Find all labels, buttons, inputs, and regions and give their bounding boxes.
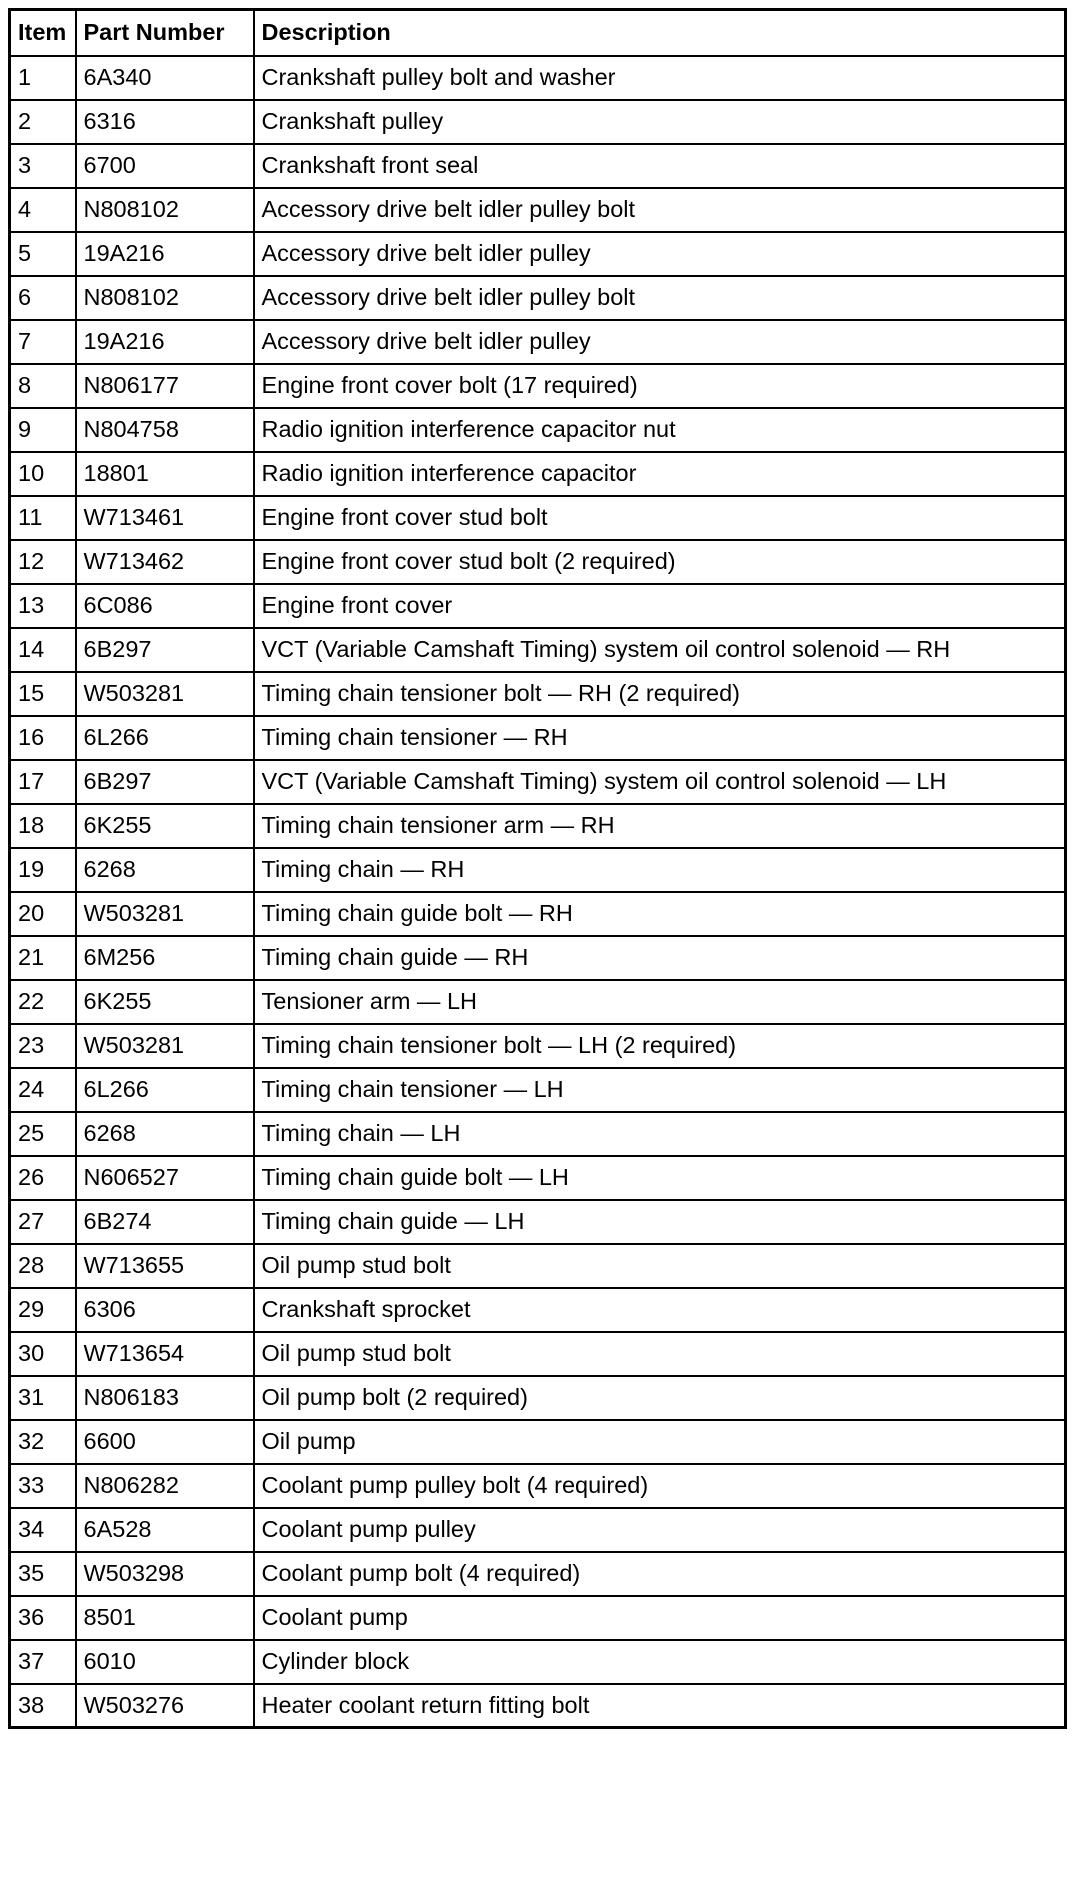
description-cell: Crankshaft pulley — [254, 100, 1066, 144]
item-cell: 13 — [10, 584, 76, 628]
item-cell: 19 — [10, 848, 76, 892]
description-cell: Cylinder block — [254, 1640, 1066, 1684]
description-cell: Timing chain guide — LH — [254, 1200, 1066, 1244]
item-cell: 24 — [10, 1068, 76, 1112]
part-number-cell: W503298 — [76, 1552, 254, 1596]
table-row — [10, 1112, 1066, 1156]
item-cell: 38 — [10, 1684, 76, 1728]
table-row — [10, 1376, 1066, 1420]
table-row — [10, 1288, 1066, 1332]
part-number-cell: W503281 — [76, 892, 254, 936]
table-row — [10, 452, 1066, 496]
table-row — [10, 144, 1066, 188]
header-description: Description — [254, 10, 1066, 56]
item-cell: 18 — [10, 804, 76, 848]
description-cell: Timing chain tensioner — RH — [254, 716, 1066, 760]
parts-table — [8, 8, 1067, 1729]
part-number-cell: 6306 — [76, 1288, 254, 1332]
item-cell: 14 — [10, 628, 76, 672]
part-number-cell: 6K255 — [76, 804, 254, 848]
part-number-cell: 6C086 — [76, 584, 254, 628]
item-cell: 5 — [10, 232, 76, 276]
item-cell: 6 — [10, 276, 76, 320]
table-row — [10, 540, 1066, 584]
table-row — [10, 1640, 1066, 1684]
part-number-cell: N806177 — [76, 364, 254, 408]
table-row — [10, 1332, 1066, 1376]
table-row — [10, 496, 1066, 540]
item-cell: 7 — [10, 320, 76, 364]
item-cell: 22 — [10, 980, 76, 1024]
table-row — [10, 584, 1066, 628]
part-number-cell: W503281 — [76, 672, 254, 716]
description-cell: Timing chain tensioner arm — RH — [254, 804, 1066, 848]
part-number-cell: W713655 — [76, 1244, 254, 1288]
description-cell: Timing chain — LH — [254, 1112, 1066, 1156]
item-cell: 26 — [10, 1156, 76, 1200]
description-cell: Oil pump stud bolt — [254, 1244, 1066, 1288]
description-cell: Timing chain — RH — [254, 848, 1066, 892]
item-cell: 9 — [10, 408, 76, 452]
part-number-cell: W713461 — [76, 496, 254, 540]
description-cell: Timing chain tensioner — LH — [254, 1068, 1066, 1112]
item-cell: 21 — [10, 936, 76, 980]
table-row — [10, 1420, 1066, 1464]
item-cell: 17 — [10, 760, 76, 804]
table-row — [10, 1024, 1066, 1068]
item-cell: 12 — [10, 540, 76, 584]
part-number-cell: 6268 — [76, 1112, 254, 1156]
description-cell: Oil pump — [254, 1420, 1066, 1464]
part-number-cell: 6B274 — [76, 1200, 254, 1244]
item-cell: 10 — [10, 452, 76, 496]
description-cell: Accessory drive belt idler pulley — [254, 320, 1066, 364]
description-cell: Crankshaft front seal — [254, 144, 1066, 188]
item-cell: 20 — [10, 892, 76, 936]
table-row — [10, 320, 1066, 364]
part-number-cell: 6A340 — [76, 56, 254, 100]
description-cell: Radio ignition interference capacitor — [254, 452, 1066, 496]
description-cell: Coolant pump pulley — [254, 1508, 1066, 1552]
part-number-cell: 6316 — [76, 100, 254, 144]
table-row — [10, 1508, 1066, 1552]
description-cell: VCT (Variable Camshaft Timing) system oil control solenoid — RH — [254, 628, 1066, 672]
description-cell: Coolant pump — [254, 1596, 1066, 1640]
table-row — [10, 1068, 1066, 1112]
table-row — [10, 672, 1066, 716]
description-cell: Heater coolant return fitting bolt — [254, 1684, 1066, 1728]
description-cell: Oil pump bolt (2 required) — [254, 1376, 1066, 1420]
part-number-cell: 6K255 — [76, 980, 254, 1024]
part-number-cell: N804758 — [76, 408, 254, 452]
item-cell: 8 — [10, 364, 76, 408]
item-cell: 33 — [10, 1464, 76, 1508]
item-cell: 29 — [10, 1288, 76, 1332]
table-row — [10, 364, 1066, 408]
header-part-number: Part Number — [76, 10, 254, 56]
part-number-cell: 6A528 — [76, 1508, 254, 1552]
table-row — [10, 1552, 1066, 1596]
part-number-cell: W713462 — [76, 540, 254, 584]
part-number-cell: 6010 — [76, 1640, 254, 1684]
part-number-cell: N806183 — [76, 1376, 254, 1420]
table-row — [10, 936, 1066, 980]
part-number-cell: 6L266 — [76, 1068, 254, 1112]
table-row — [10, 232, 1066, 276]
table-row — [10, 276, 1066, 320]
description-cell: Oil pump stud bolt — [254, 1332, 1066, 1376]
part-number-cell: N808102 — [76, 276, 254, 320]
table-body — [10, 56, 1066, 1728]
table-row — [10, 1156, 1066, 1200]
description-cell: Coolant pump bolt (4 required) — [254, 1552, 1066, 1596]
table-row — [10, 188, 1066, 232]
table-row — [10, 100, 1066, 144]
part-number-cell: 6268 — [76, 848, 254, 892]
table-row — [10, 628, 1066, 672]
description-cell: VCT (Variable Camshaft Timing) system oil control solenoid — LH — [254, 760, 1066, 804]
item-cell: 34 — [10, 1508, 76, 1552]
part-number-cell: 8501 — [76, 1596, 254, 1640]
table-row — [10, 1200, 1066, 1244]
item-cell: 25 — [10, 1112, 76, 1156]
table-header — [10, 10, 1066, 56]
table-row — [10, 1684, 1066, 1728]
description-cell: Timing chain tensioner bolt — RH (2 required) — [254, 672, 1066, 716]
item-cell: 16 — [10, 716, 76, 760]
part-number-cell: 6B297 — [76, 760, 254, 804]
item-cell: 27 — [10, 1200, 76, 1244]
description-cell: Crankshaft pulley bolt and washer — [254, 56, 1066, 100]
part-number-cell: 6600 — [76, 1420, 254, 1464]
table-row — [10, 848, 1066, 892]
item-cell: 35 — [10, 1552, 76, 1596]
description-cell: Timing chain tensioner bolt — LH (2 required) — [254, 1024, 1066, 1068]
item-cell: 31 — [10, 1376, 76, 1420]
item-cell: 3 — [10, 144, 76, 188]
item-cell: 4 — [10, 188, 76, 232]
description-cell: Engine front cover stud bolt — [254, 496, 1066, 540]
item-cell: 30 — [10, 1332, 76, 1376]
part-number-cell: N808102 — [76, 188, 254, 232]
part-number-cell: W503276 — [76, 1684, 254, 1728]
table-row — [10, 1244, 1066, 1288]
part-number-cell: W713654 — [76, 1332, 254, 1376]
item-cell: 1 — [10, 56, 76, 100]
table-row — [10, 980, 1066, 1024]
item-cell: 23 — [10, 1024, 76, 1068]
part-number-cell: 18801 — [76, 452, 254, 496]
part-number-cell: 6700 — [76, 144, 254, 188]
description-cell: Timing chain guide bolt — RH — [254, 892, 1066, 936]
item-cell: 11 — [10, 496, 76, 540]
item-cell: 15 — [10, 672, 76, 716]
item-cell: 2 — [10, 100, 76, 144]
description-cell: Engine front cover — [254, 584, 1066, 628]
item-cell: 28 — [10, 1244, 76, 1288]
header-item: Item — [10, 10, 76, 56]
table-row — [10, 56, 1066, 100]
table-row — [10, 716, 1066, 760]
item-cell: 32 — [10, 1420, 76, 1464]
description-cell: Tensioner arm — LH — [254, 980, 1066, 1024]
part-number-cell: 19A216 — [76, 320, 254, 364]
table-row — [10, 1596, 1066, 1640]
item-cell: 37 — [10, 1640, 76, 1684]
table-row — [10, 804, 1066, 848]
table-row — [10, 892, 1066, 936]
description-cell: Engine front cover bolt (17 required) — [254, 364, 1066, 408]
description-cell: Crankshaft sprocket — [254, 1288, 1066, 1332]
part-number-cell: 6B297 — [76, 628, 254, 672]
part-number-cell: 6L266 — [76, 716, 254, 760]
part-number-cell: 19A216 — [76, 232, 254, 276]
description-cell: Accessory drive belt idler pulley bolt — [254, 276, 1066, 320]
description-cell: Radio ignition interference capacitor nut — [254, 408, 1066, 452]
item-cell: 36 — [10, 1596, 76, 1640]
part-number-cell: 6M256 — [76, 936, 254, 980]
table-row — [10, 1464, 1066, 1508]
description-cell: Coolant pump pulley bolt (4 required) — [254, 1464, 1066, 1508]
description-cell: Timing chain guide bolt — LH — [254, 1156, 1066, 1200]
description-cell: Timing chain guide — RH — [254, 936, 1066, 980]
description-cell: Engine front cover stud bolt (2 required) — [254, 540, 1066, 584]
part-number-cell: N806282 — [76, 1464, 254, 1508]
description-cell: Accessory drive belt idler pulley bolt — [254, 188, 1066, 232]
description-cell: Accessory drive belt idler pulley — [254, 232, 1066, 276]
header-row — [10, 10, 1066, 56]
part-number-cell: W503281 — [76, 1024, 254, 1068]
part-number-cell: N606527 — [76, 1156, 254, 1200]
table-row — [10, 760, 1066, 804]
table-row — [10, 408, 1066, 452]
